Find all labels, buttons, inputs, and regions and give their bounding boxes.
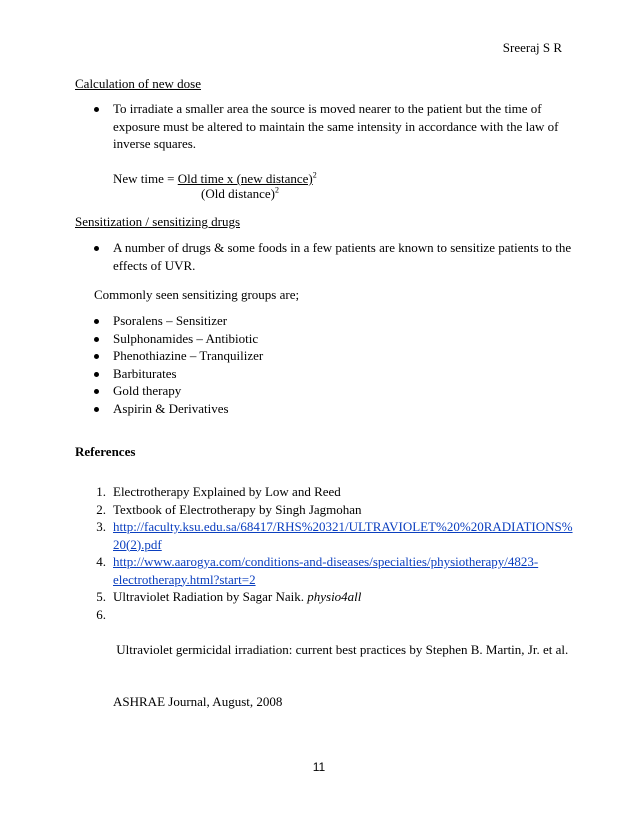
reference-item [86, 553, 606, 588]
reference-item [86, 588, 606, 606]
reference-text-main: Ultraviolet Radiation by Sagar Naik. [113, 589, 308, 604]
reference-text-italic: physio4all [307, 589, 362, 604]
bullet-icon [94, 389, 99, 394]
text-line: A number of drugs & some foods in a few patients are known to sensitize patients to the [113, 240, 572, 255]
reference-number: 5. [96, 589, 106, 604]
formula-numerator-exponent: 2 [312, 170, 317, 180]
formula-denominator: (Old distance) [201, 186, 276, 201]
bullet-icon [94, 407, 99, 412]
page-number: 11 [312, 760, 326, 774]
text-line: effects of UVR. [113, 257, 196, 273]
reference-text: Ultraviolet germicidal irradiation: current best practices by Stephen B. Martin, Jr. et al. [113, 641, 569, 657]
section-heading-sensitization: Sensitization / sensitizing drugs [75, 214, 241, 229]
reference-text: Textbook of Electrotherapy by Singh Jagmohan [113, 501, 362, 517]
list-item: Gold therapy [113, 383, 182, 398]
reference-text [113, 588, 361, 606]
reference-item [86, 606, 606, 709]
list-item: Barbiturates [113, 366, 177, 381]
list-item: Psoralens – Sensitizer [113, 313, 228, 328]
list-item: Sulphonamides – Antibiotic [113, 331, 259, 346]
reference-text: ASHRAE Journal, August, 2008 [113, 694, 283, 709]
reference-link[interactable]: electrotherapy.html?start=2 [113, 571, 256, 587]
text-line: inverse squares. [113, 136, 197, 151]
formula-denominator-exponent: 2 [275, 185, 280, 195]
reference-link[interactable]: http://www.aarogya.com/conditions-and-diseases/specialties/physiotherapy/4823- [113, 554, 539, 569]
reference-number: 4. [96, 554, 106, 569]
reference-item [86, 501, 606, 519]
reference-number: 2. [96, 501, 106, 517]
bullet-icon [94, 372, 99, 377]
bullet-icon [94, 319, 99, 324]
reference-number: 6. [96, 606, 106, 622]
new-dose-bullet-text [113, 100, 558, 153]
reference-number: 3. [96, 519, 106, 534]
reference-link[interactable]: http://faculty.ksu.edu.sa/68417/RHS%20321/ULTRAVIOLET%20%20RADIATIONS% [113, 519, 573, 534]
reference-link[interactable]: 20(2).pdf [113, 536, 162, 552]
author-header: Sreeraj S R [502, 40, 562, 55]
list-item: Aspirin & Derivatives [113, 401, 229, 416]
section-heading-new-dose: Calculation of new dose [75, 76, 201, 91]
formula-denominator-line [201, 185, 279, 203]
reference-item [86, 483, 606, 501]
bullet-icon [94, 337, 99, 342]
reference-number: 1. [96, 484, 106, 499]
reference-text: Electrotherapy Explained by Low and Reed [113, 484, 341, 499]
list-item: Phenothiazine – Tranquilizer [113, 348, 264, 363]
formula-numerator: Old time x (new distance) [177, 171, 313, 186]
bullet-icon [94, 246, 99, 251]
formula-prefix: New time = [113, 171, 178, 186]
sensitizing-groups-intro: Commonly seen sensitizing groups are; [94, 287, 300, 302]
text-line: To irradiate a smaller area the source is moved nearer to the patient but the time of [113, 101, 542, 116]
section-heading-references: References [75, 444, 136, 459]
reference-item [86, 518, 606, 553]
text-line: exposure must be altered to maintain the same intensity in accordance with the law of [113, 118, 559, 134]
sensitization-bullet-text [113, 239, 571, 274]
bullet-icon [94, 107, 99, 112]
bullet-icon [94, 354, 99, 359]
references-list [86, 483, 606, 709]
